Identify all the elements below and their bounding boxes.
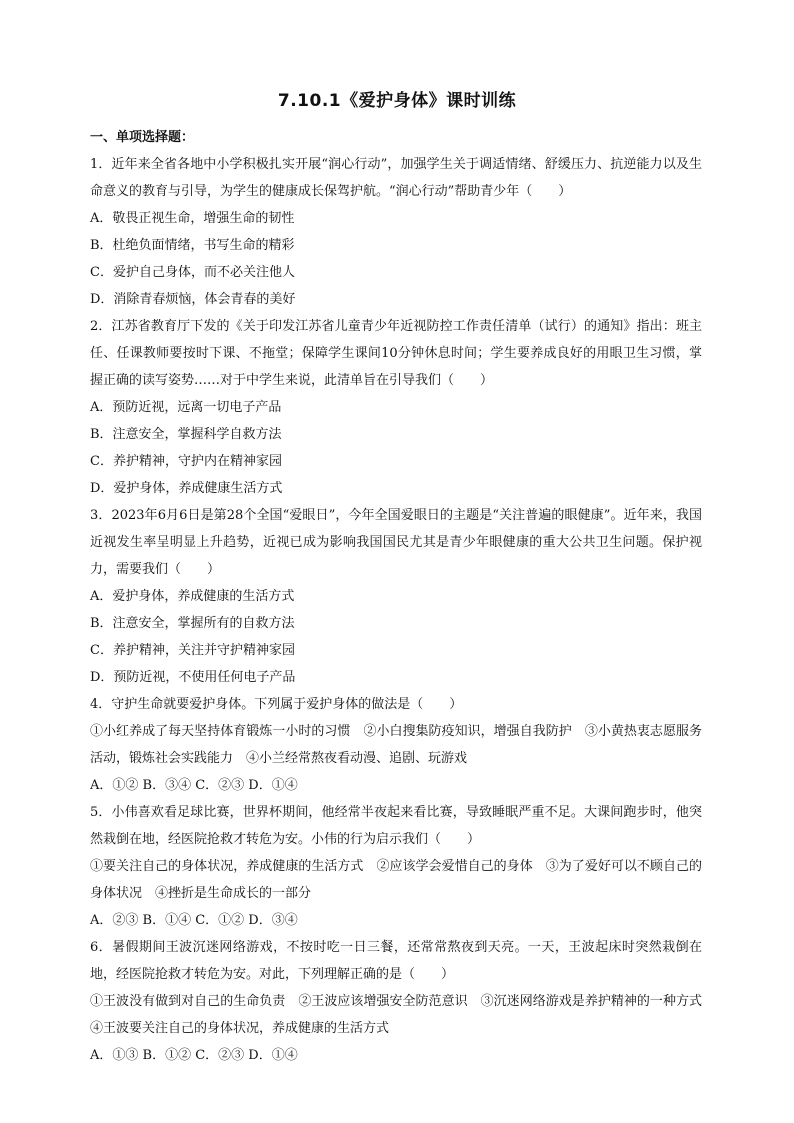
document-body	[90, 124, 716, 1069]
option-d: D．爱护身体，养成健康生活方式	[90, 481, 283, 496]
question-2	[90, 313, 702, 502]
option-b: B．注意安全，掌握所有的自救方法	[90, 616, 295, 631]
answer-options: A．②③ B．①④ C．①② D．③④	[90, 913, 298, 928]
question-statements: ①要关注自己的身体状况，养成健康的生活方式 ②应该学会爱惜自己的身体 ③为了爱好可以不顾自己的身体状况 ④挫折是生命成长的一部分	[90, 859, 702, 901]
question-stem: 5．小伟喜欢看足球比赛，世界杯期间，他经常半夜起来看比赛，导致睡眠严重不足。大课间跑步时，他突然栽倒在地，经医院抢救才转危为安。小伟的行为启示我们（ ）	[90, 805, 702, 847]
section-heading: 一、单项选择题：	[90, 130, 195, 145]
answer-options: A．①③ B．①② C．②③ D．①④	[90, 1048, 298, 1063]
option-b: B．杜绝负面情绪，书写生命的精彩	[90, 238, 295, 253]
question-statements: ①小红养成了每天坚持体育锻炼一小时的习惯 ②小白搜集防疫知识，增强自我防护 ③小黄热衷志愿服务活动，锻炼社会实践能力 ④小兰经常熬夜看动漫、追剧、玩游戏	[90, 724, 702, 766]
answer-options: A．①② B．③④ C．②③ D．①④	[90, 778, 298, 793]
page-title: 7.10.1《爱护身体》课时训练	[277, 91, 517, 111]
question-stem: 2．江苏省教育厅下发的《关于印发江苏省儿童青少年近视防控工作责任清单（试行）的通知》指出：班主任、任课教师要按时下课、不拖堂；保障学生课间10分钟休息时间；学生要养成良好的用眼卫生习惯，掌握正确的读写姿势……对于中学生来说，此清单旨在引导我们（ ）	[90, 319, 702, 388]
option-c: C．养护精神，关注并守护精神家园	[90, 643, 295, 658]
option-d: D．消除青春烦恼，体会青春的美好	[90, 292, 296, 307]
option-c: C．爱护自己身体，而不必关注他人	[90, 265, 295, 280]
question-6	[90, 934, 716, 1069]
question-4	[90, 691, 702, 799]
option-a: A．敬畏正视生命，增强生命的韧性	[90, 211, 295, 226]
option-d: D．预防近视，不使用任何电子产品	[90, 670, 296, 685]
question-stem: 1．近年来全省各地中小学积极扎实开展“润心行动”，加强学生关于调适情绪、舒缓压力、抗逆能力以及生命意义的教育与引导，为学生的健康成长保驾护航。“润心行动”帮助青少年（ ）	[90, 157, 702, 199]
question-3	[90, 502, 702, 691]
question-stem: 4．守护生命就要爱护身体。下列属于爱护身体的做法是（ ）	[90, 697, 463, 712]
option-b: B．注意安全，掌握科学自救方法	[90, 427, 282, 442]
question-stem: 3．2023年6月6日是第28个全国“爱眼日”，今年全国爱眼日的主题是“关注普遍的眼健康”。近年来，我国近视发生率呈明显上升趋势，近视已成为影响我国国民尤其是青少年眼健康的重大公共卫生问题。保护视力，需要我们（ ）	[90, 508, 702, 577]
question-statements: ①王波没有做到对自己的生命负责 ②王波应该增强安全防范意识 ③沉迷网络游戏是养护精神的一种方式 ④王波要关注自己的身体状况，养成健康的生活方式	[90, 994, 716, 1036]
option-a: A．爱护身体，养成健康的生活方式	[90, 589, 295, 604]
question-stem: 6．暑假期间王波沉迷网络游戏，不按时吃一日三餐，还常常熬夜到天亮。一天，王波起床时突然栽倒在地，经医院抢救才转危为安。对此，下列理解正确的是（ ）	[90, 940, 702, 982]
option-c: C．养护精神，守护内在精神家园	[90, 454, 282, 469]
question-1	[90, 151, 702, 313]
question-5	[90, 799, 702, 934]
option-a: A．预防近视，远离一切电子产品	[90, 400, 282, 415]
